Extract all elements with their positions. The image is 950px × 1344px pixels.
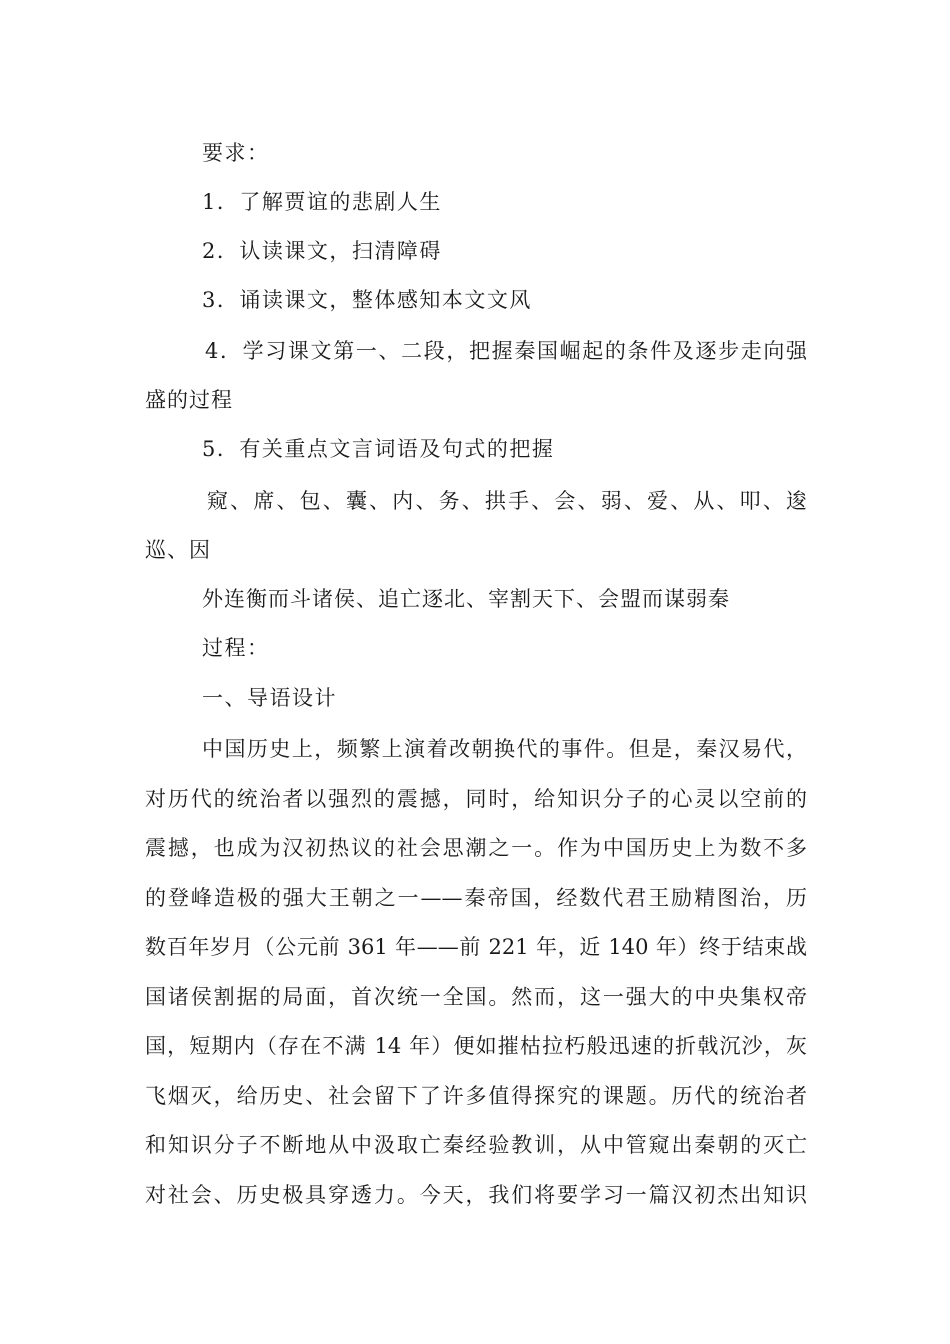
key-phrases: 外连衡而斗诸侯、追亡逐北、宰割天下、会盟而谋弱秦 (202, 587, 730, 611)
paragraph-line-8: 飞烟灭，给历史、社会留下了许多值得探究的课题。历代的统治者 (145, 1084, 807, 1108)
paragraph-line-7: 国，短期内（存在不满 14 年）便如摧枯拉朽般迅速的折戟沉沙，灰 (145, 1034, 807, 1058)
paragraph-line-6: 国诸侯割据的局面，首次统一全国。然而，这一强大的中央集权帝 (145, 985, 807, 1009)
paragraph-line-4: 的登峰造极的强大王朝之一——秦帝国，经数代君王励精图治，历 (145, 886, 807, 910)
requirement-item-3: 3．诵读课文，整体感知本文文风 (202, 288, 532, 312)
paragraph-line-3: 震撼，也成为汉初热议的社会思潮之一。作为中国历史上为数不多 (145, 836, 807, 860)
paragraph-line-5: 数百年岁月（公元前 361 年——前 221 年，近 140 年）终于结束战 (145, 935, 807, 959)
paragraph-line-2: 对历代的统治者以强烈的震撼，同时，给知识分子的心灵以空前的 (145, 787, 807, 811)
requirement-item-5: 5．有关重点文言词语及句式的把握 (202, 437, 555, 461)
key-words-line-2: 巡、因 (145, 538, 211, 562)
requirement-item-4-line-1: 4．学习课文第一、二段，把握秦国崛起的条件及逐步走向强 (205, 339, 807, 363)
paragraph-line-1: 中国历史上，频繁上演着改朝换代的事件。但是，秦汉易代， (202, 737, 807, 761)
requirement-item-2: 2．认读课文，扫清障碍 (202, 239, 442, 263)
paragraph-line-9: 和知识分子不断地从中汲取亡秦经验教训，从中管窥出秦朝的灭亡 (145, 1133, 807, 1157)
section-1-title: 一、导语设计 (202, 686, 337, 710)
requirement-item-1: 1．了解贾谊的悲剧人生 (202, 190, 442, 214)
requirements-heading: 要求： (202, 141, 270, 165)
paragraph-line-10: 对社会、历史极具穿透力。今天，我们将要学习一篇汉初杰出知识 (145, 1183, 807, 1207)
key-words-line-1: 窥、席、包、囊、内、务、拱手、会、弱、爱、从、叩、逡 (207, 489, 807, 513)
requirement-item-4-line-2: 盛的过程 (145, 388, 233, 412)
process-heading: 过程： (202, 636, 270, 660)
